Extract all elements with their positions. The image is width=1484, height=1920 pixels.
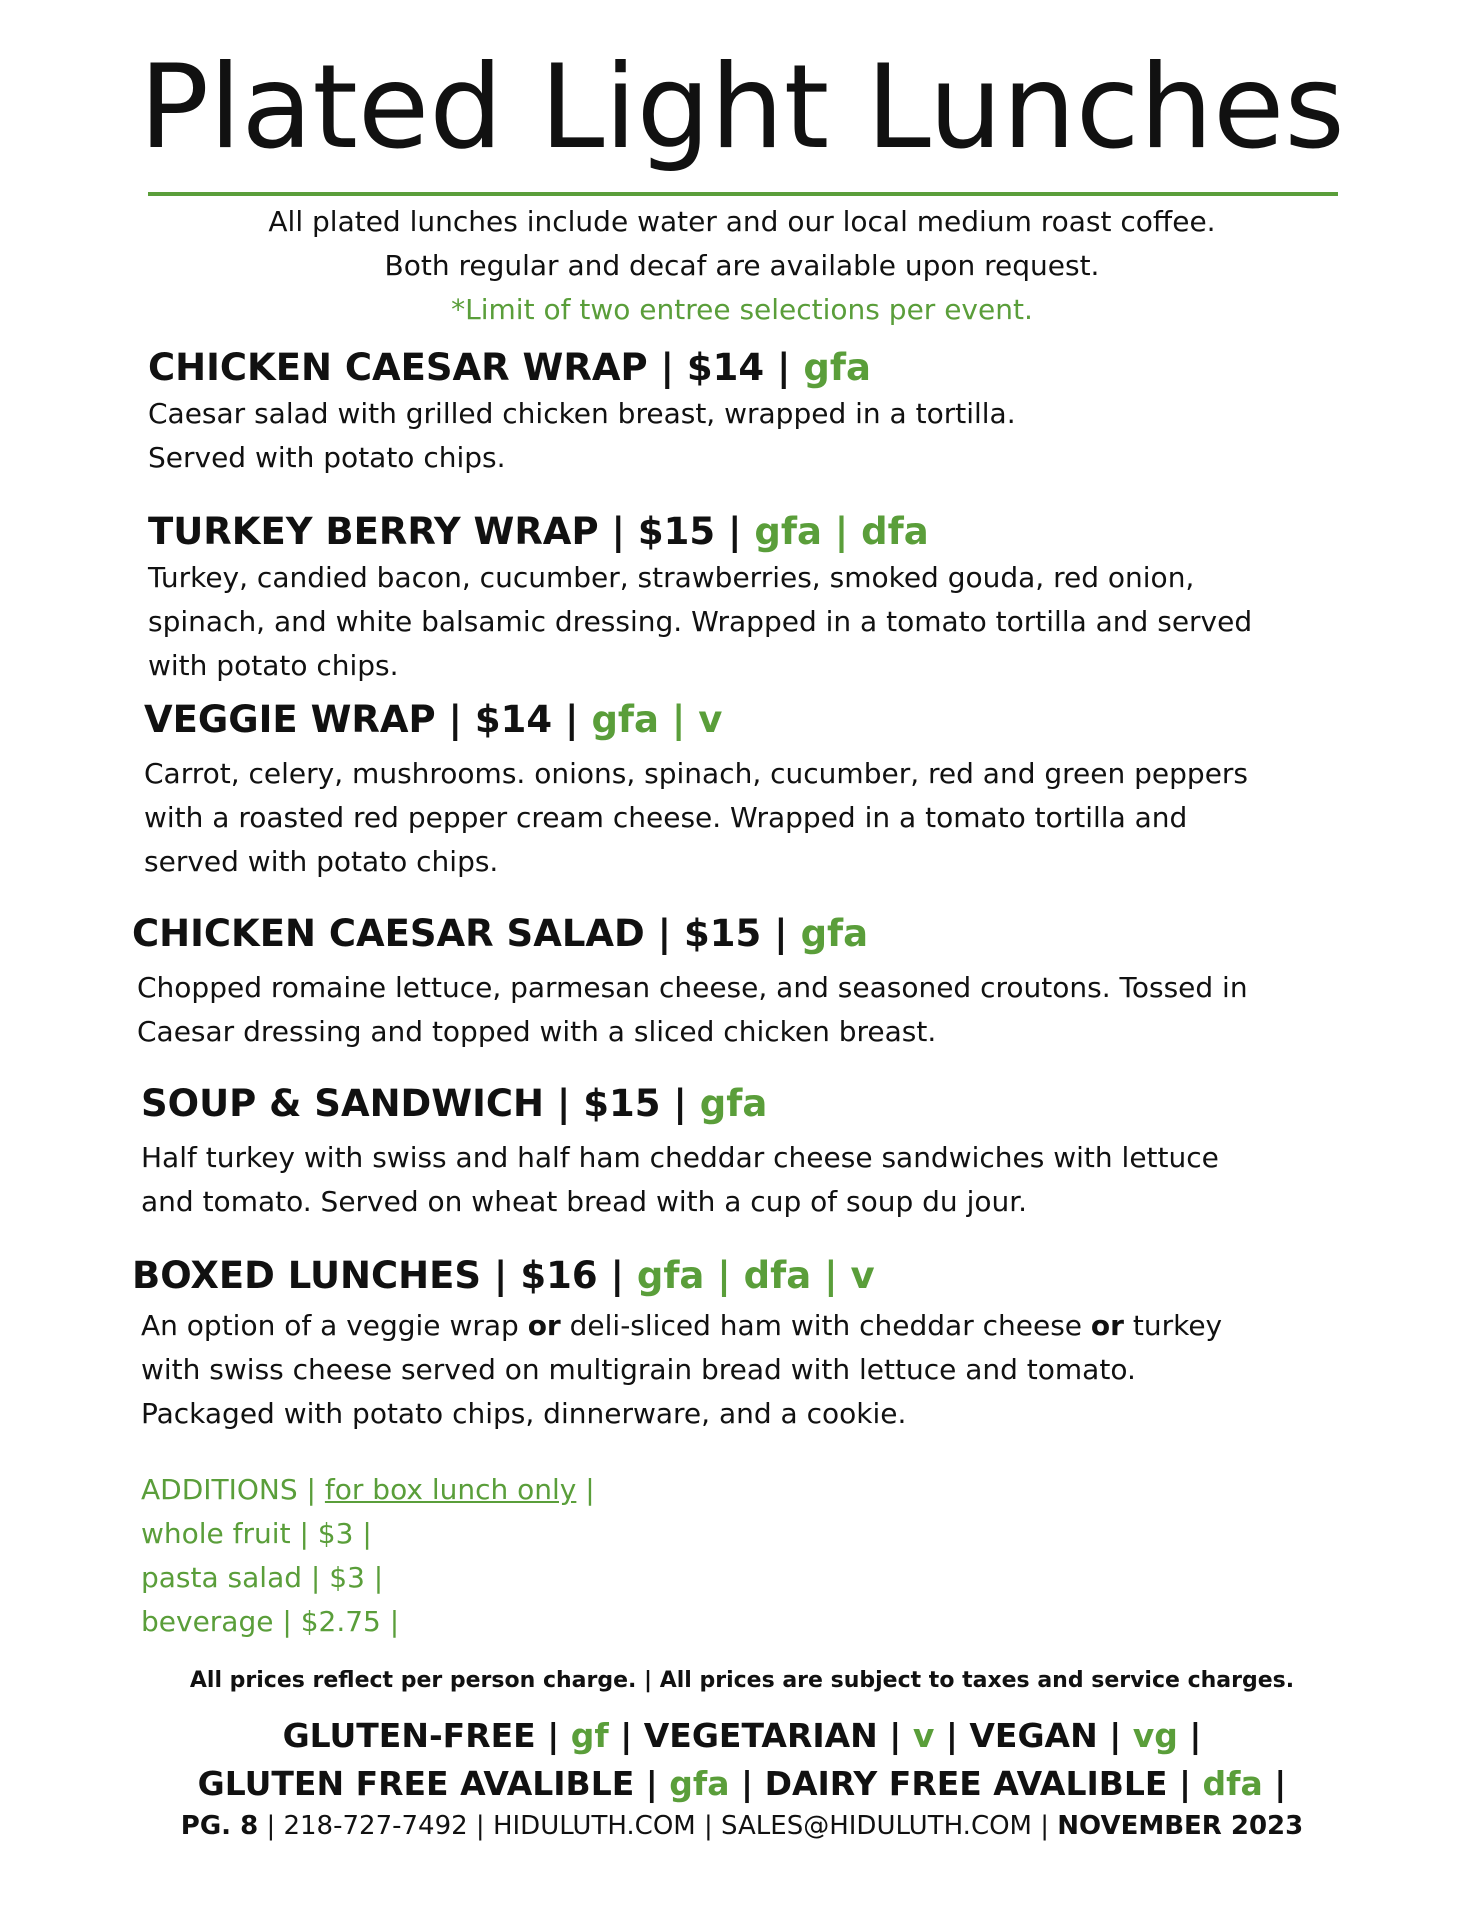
intro-line-1: All plated lunches include water and our local medium roast coffee. (268, 205, 1216, 238)
pricing-note: All prices reflect per person charge. | All prices are subject to taxes and service charges. (189, 1668, 1295, 1693)
item-description-line: with potato chips. (148, 649, 399, 682)
menu-item-chicken-caesar-wrap (148, 344, 1484, 480)
legend-code: vg (1132, 1716, 1178, 1755)
item-heading: TURKEY BERRY WRAP | $15 | gfa | dfa (148, 510, 929, 553)
addition-item: beverage | $2.75 | (141, 1605, 400, 1638)
item-description-line: served with potato chips. (144, 845, 499, 878)
menu-item-veggie-wrap (144, 696, 1484, 884)
menu-item-chicken-caesar-salad (132, 910, 1484, 1054)
item-price: $15 (583, 1082, 661, 1125)
additions-label: ADDITIONS | (141, 1473, 316, 1506)
item-diet-tags: gfa (699, 1082, 768, 1125)
item-description-line: spinach, and white balsamic dressing. Wrapped in a tomato tortilla and served (148, 605, 1253, 638)
additions-heading (141, 1468, 595, 1512)
item-heading: CHICKEN CAESAR SALAD | $15 | gfa (132, 912, 869, 955)
legend-text: | (1262, 1764, 1287, 1803)
legend-code: dfa (1202, 1764, 1263, 1803)
diet-legend-1 (0, 1712, 1484, 1760)
intro-block (0, 200, 1484, 332)
legend-text: | VEGETARIAN | (608, 1716, 913, 1755)
desc-or: or (527, 1309, 561, 1342)
legend-text: GLUTEN FREE AVALIBLE | (197, 1764, 670, 1803)
item-name: TURKEY BERRY WRAP (148, 510, 599, 553)
item-diet-tags: gfa | dfa (754, 510, 929, 553)
menu-item-boxed-lunches (132, 1252, 1484, 1436)
desc-text: deli-sliced ham with cheddar cheese (560, 1309, 1091, 1342)
legend-code: v (912, 1716, 935, 1755)
desc-or: or (1090, 1309, 1124, 1342)
item-diet-tags: gfa | dfa | v (636, 1254, 875, 1297)
limit-note: *Limit of two entree selections per event. (451, 293, 1033, 326)
legend-text: | VEGAN | (934, 1716, 1133, 1755)
menu-date: NOVEMBER 2023 (1057, 1811, 1304, 1841)
legend-code: gf (570, 1716, 609, 1755)
item-price: $15 (637, 510, 716, 553)
page-number: PG. 8 (180, 1811, 259, 1841)
item-description-line: Packaged with potato chips, dinnerware, and a cookie. (141, 1397, 907, 1430)
item-diet-tags: gfa (803, 346, 871, 389)
item-price: $14 (686, 346, 765, 389)
item-description-line: Caesar dressing and topped with a sliced chicken breast. (137, 1015, 937, 1048)
item-name: CHICKEN CAESAR SALAD (132, 912, 645, 955)
item-name: CHICKEN CAESAR WRAP (148, 346, 648, 389)
item-diet-tags: gfa (800, 912, 869, 955)
item-description-line: Half turkey with swiss and half ham cheddar cheese sandwiches with lettuce (141, 1141, 1219, 1174)
item-description-line (132, 1304, 1484, 1348)
item-price: $16 (520, 1254, 598, 1297)
item-heading: BOXED LUNCHES | $16 | gfa | dfa | v (132, 1254, 875, 1297)
page-title: Plated Light Lunches (139, 40, 1345, 175)
addition-item: whole fruit | $3 | (141, 1517, 372, 1550)
item-heading: VEGGIE WRAP | $14 | gfa | v (144, 698, 723, 741)
menu-item-turkey-berry-wrap (148, 508, 1484, 688)
additions-separator: | (585, 1473, 595, 1506)
addition-item: pasta salad | $3 | (141, 1561, 384, 1594)
contact-line (0, 1806, 1484, 1846)
item-description-line: Caesar salad with grilled chicken breast, wrapped in a tortilla. (148, 397, 1016, 430)
item-diet-tags: gfa | v (591, 698, 723, 741)
item-description-line: Chopped romaine lettuce, parmesan cheese, and seasoned croutons. Tossed in (137, 971, 1248, 1004)
item-name: VEGGIE WRAP (144, 698, 436, 741)
item-price: $15 (684, 912, 762, 955)
intro-line-2: Both regular and decaf are available upon request. (384, 249, 1100, 282)
contact-info: | 218-727-7492 | HIDULUTH.COM | SALES@HIDULUTH.COM | (258, 1811, 1058, 1841)
item-description-line: Turkey, candied bacon, cucumber, strawberries, smoked gouda, red onion, (148, 561, 1195, 594)
item-description-line: with swiss cheese served on multigrain bread with lettuce and tomato. (141, 1353, 1136, 1386)
item-price: $14 (474, 698, 553, 741)
desc-text: An option of a veggie wrap (141, 1309, 528, 1342)
item-name: SOUP & SANDWICH (141, 1082, 544, 1125)
additions-block (141, 1468, 595, 1644)
diet-legend-2 (0, 1760, 1484, 1808)
legend-code: gfa (669, 1764, 730, 1803)
legend-text: GLUTEN-FREE | (282, 1716, 571, 1755)
additions-note: for box lunch only (324, 1473, 577, 1506)
desc-text: turkey (1123, 1309, 1223, 1342)
legend-text: | DAIRY FREE AVALIBLE | (729, 1764, 1203, 1803)
item-description-line: Carrot, celery, mushrooms. onions, spinach, cucumber, red and green peppers (144, 757, 1249, 790)
menu-item-soup-and-sandwich (141, 1080, 1484, 1224)
item-name: BOXED LUNCHES (132, 1254, 482, 1297)
item-description-line: and tomato. Served on wheat bread with a cup of soup du jour. (141, 1185, 1028, 1218)
item-description-line: Served with potato chips. (148, 441, 506, 474)
item-description-line: with a roasted red pepper cream cheese. Wrapped in a tomato tortilla and (144, 801, 1188, 834)
item-heading: SOUP & SANDWICH | $15 | gfa (141, 1082, 768, 1125)
legend-text: | (1177, 1716, 1202, 1755)
item-heading: CHICKEN CAESAR WRAP | $14 | gfa (148, 346, 871, 389)
title-divider (148, 192, 1338, 196)
